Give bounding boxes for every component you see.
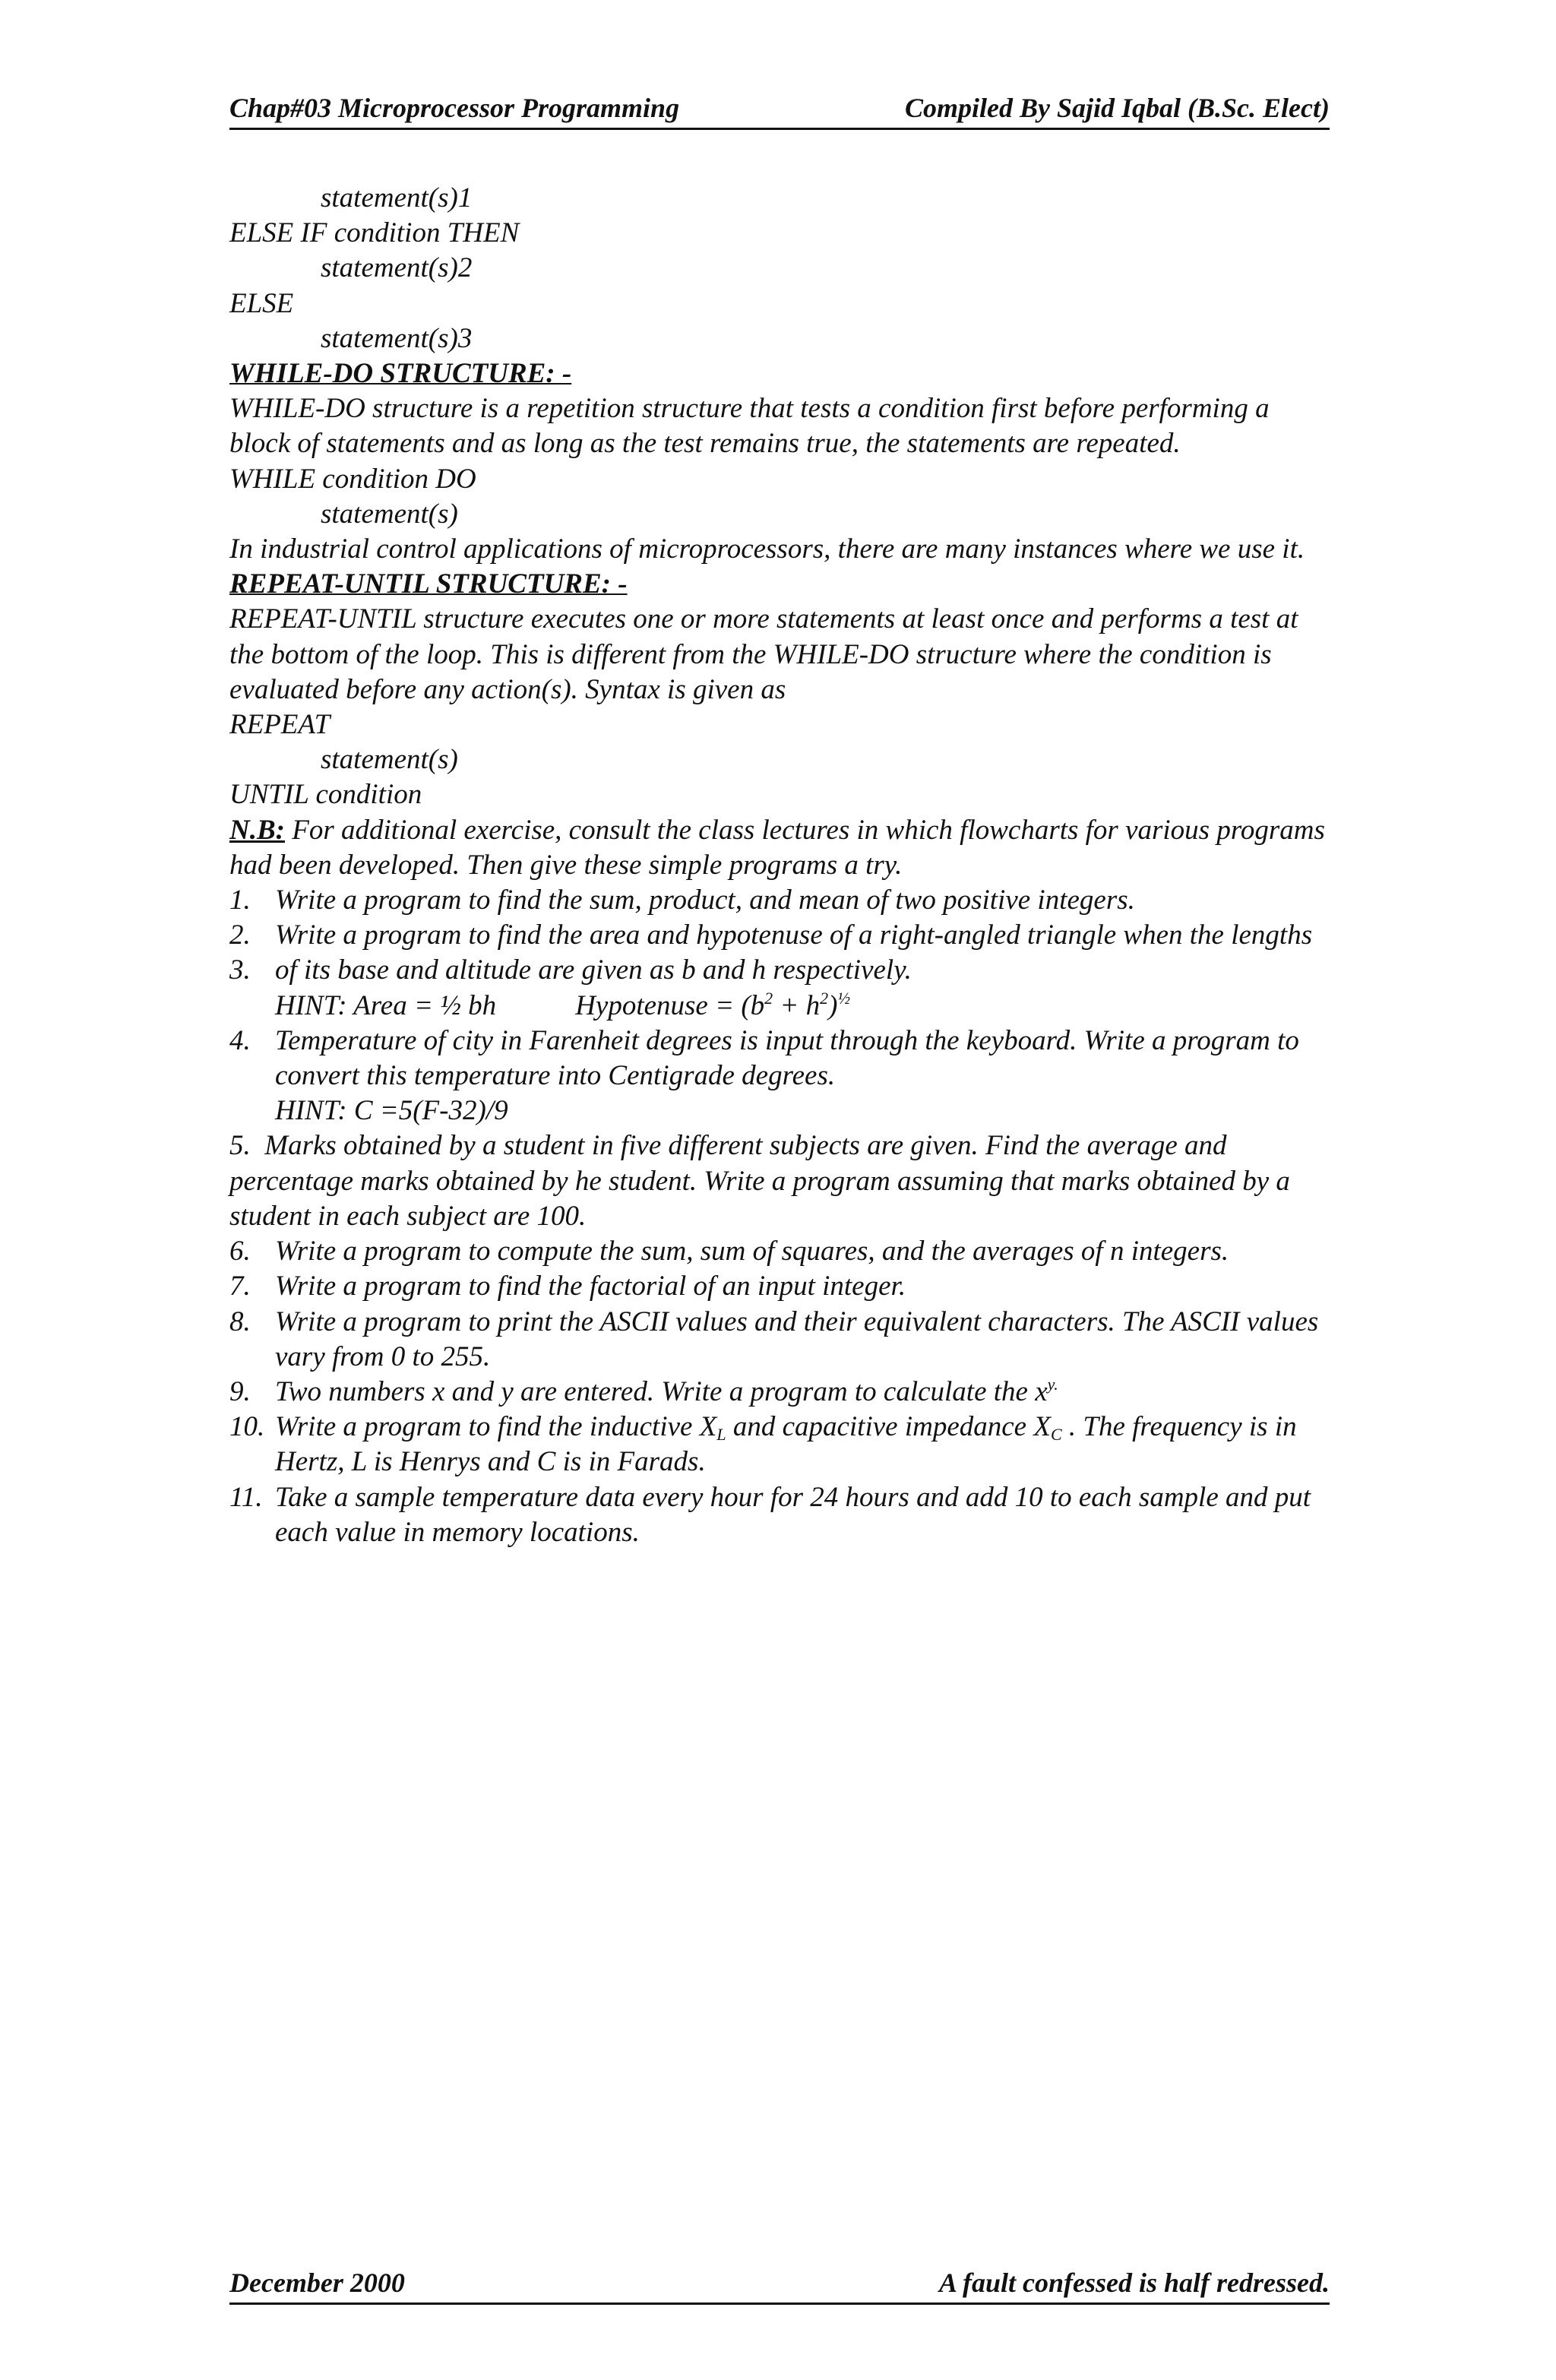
superscript: 2	[764, 988, 773, 1008]
exercise-number: 2.	[229, 919, 251, 951]
exercise-text: Write a program to find the factorial of an input integer.	[275, 1271, 906, 1302]
exercise-item	[229, 1410, 1330, 1480]
exercise-text-part: Write a program to find the inductive X	[275, 1411, 717, 1443]
exercise-text-part: . The frequency is in Hertz, L is Henrys and C is in Farads.	[275, 1411, 1297, 1478]
hint-hypotenuse	[575, 990, 850, 1021]
superscript: y.	[1047, 1374, 1058, 1394]
exercise-text: Marks obtained by a student in five different subjects are given. Find the average and percentage marks obtained by he student. Write a program assuming that marks obtained by a student in each subject are 100.	[229, 1130, 1290, 1232]
exercise-item	[229, 1269, 1330, 1304]
exercise-text	[275, 1411, 1297, 1477]
exercise-text: Write a program to find the sum, product, and mean of two positive integers.	[275, 885, 1135, 916]
exercise-text-part: and capacitive impedance X	[726, 1411, 1051, 1443]
subscript: L	[716, 1425, 726, 1445]
pseudo-line: REPEAT	[229, 709, 330, 741]
exercise-item	[229, 1480, 1330, 1550]
exercise-text: Write a program to compute the sum, sum of squares, and the averages of n integers.	[275, 1236, 1229, 1268]
exercise-number: 4.	[229, 1024, 251, 1056]
repeat-until-heading: REPEAT-UNTIL STRUCTURE: -	[229, 568, 628, 600]
page-header	[229, 91, 1330, 130]
pseudo-line: statement(s)3	[321, 322, 473, 354]
exercise-number: 7.	[229, 1271, 251, 1302]
exercise-text: Write a program to print the ASCII values and their equivalent characters. The ASCII values vary from 0 to 255.	[275, 1306, 1319, 1372]
exercise-text: Write a program to find the area and hypotenuse of a right-angled triangle when the lengths	[275, 919, 1313, 951]
footer-proverb: A fault confessed is half redressed.	[938, 2268, 1330, 2298]
nb-text: For additional exercise, consult the class lectures in which flowcharts for various programs had been developed. Then give these simple programs a try.	[229, 814, 1325, 881]
exercise-hint: HINT: C =5(F-32)/9	[275, 1095, 508, 1127]
exercise-item	[229, 953, 1330, 1023]
while-do-note: In industrial control applications of microprocessors, there are many instances where we use it.	[229, 533, 1305, 565]
exercise-text: Two numbers x and y are entered. Write a program to calculate the x	[275, 1375, 1048, 1407]
header-chapter-title: Chap#03 Microprocessor Programming	[229, 93, 680, 123]
superscript: 2	[820, 988, 829, 1008]
exercise-item	[229, 1234, 1330, 1269]
exercise-number: 1.	[229, 885, 251, 916]
exercise-number: 11.	[229, 1481, 263, 1513]
while-do-heading: WHILE-DO STRUCTURE: -	[229, 358, 572, 390]
superscript: ½	[837, 988, 850, 1008]
nb-label: N.B:	[229, 814, 285, 846]
exercise-number: 3.	[229, 954, 251, 986]
repeat-until-description: REPEAT-UNTIL structure executes one or more statements at least once and performs a test at the bottom of the loop. This is different from the WHILE-DO structure where the condition is evaluated before any action(s). Syntax is given as	[229, 603, 1298, 705]
pseudo-line: statement(s)1	[321, 182, 473, 214]
exercise-text: Take a sample temperature data every hour for 24 hours and add 10 to each sample and put each value in memory locations.	[275, 1481, 1311, 1548]
page-body	[229, 181, 1330, 1550]
exercise-number: 9.	[229, 1375, 251, 1407]
exercise-item	[229, 1128, 1330, 1234]
pseudo-line: statement(s)	[321, 744, 458, 776]
exercise-number: 6.	[229, 1236, 251, 1268]
hint-text: )	[828, 989, 838, 1021]
exercise-item	[229, 1375, 1330, 1410]
hint-text: Hypotenuse = (b	[575, 989, 765, 1021]
pseudo-line: WHILE condition DO	[229, 463, 476, 495]
exercise-item	[229, 1305, 1330, 1375]
subscript: C	[1050, 1425, 1062, 1445]
footer-date: December 2000	[229, 2268, 405, 2298]
hint-area: HINT: Area = ½ bh	[275, 989, 497, 1021]
hint-text: + h	[773, 989, 821, 1021]
pseudo-line: statement(s)2	[321, 252, 473, 284]
exercise-number: 8.	[229, 1306, 251, 1337]
pseudo-line: ELSE IF condition THEN	[229, 217, 520, 249]
exercise-text: of its base and altitude are given as b and h respectively.	[275, 954, 912, 986]
exercise-item	[229, 883, 1330, 918]
exercise-item	[229, 918, 1330, 953]
exercise-item	[229, 1024, 1330, 1129]
pseudo-line: statement(s)	[321, 498, 458, 530]
exercise-number: 5.	[229, 1130, 251, 1162]
nb-paragraph	[229, 813, 1330, 883]
header-compiler-credit: Compiled By Sajid Iqbal (B.Sc. Elect)	[905, 93, 1330, 123]
while-do-description: WHILE-DO structure is a repetition structure that tests a condition first before performing a block of statements and as long as the test remains true, the statements are repeated.	[229, 393, 1270, 460]
pseudo-line: UNTIL condition	[229, 779, 422, 811]
exercise-text: Temperature of city in Farenheit degrees is input through the keyboard. Write a program to convert this temperature into Centigrade degrees.	[275, 1024, 1299, 1092]
exercise-hint	[275, 990, 850, 1021]
page-footer	[229, 2266, 1330, 2305]
pseudo-line: ELSE	[229, 287, 294, 319]
exercise-number: 10.	[229, 1411, 265, 1443]
